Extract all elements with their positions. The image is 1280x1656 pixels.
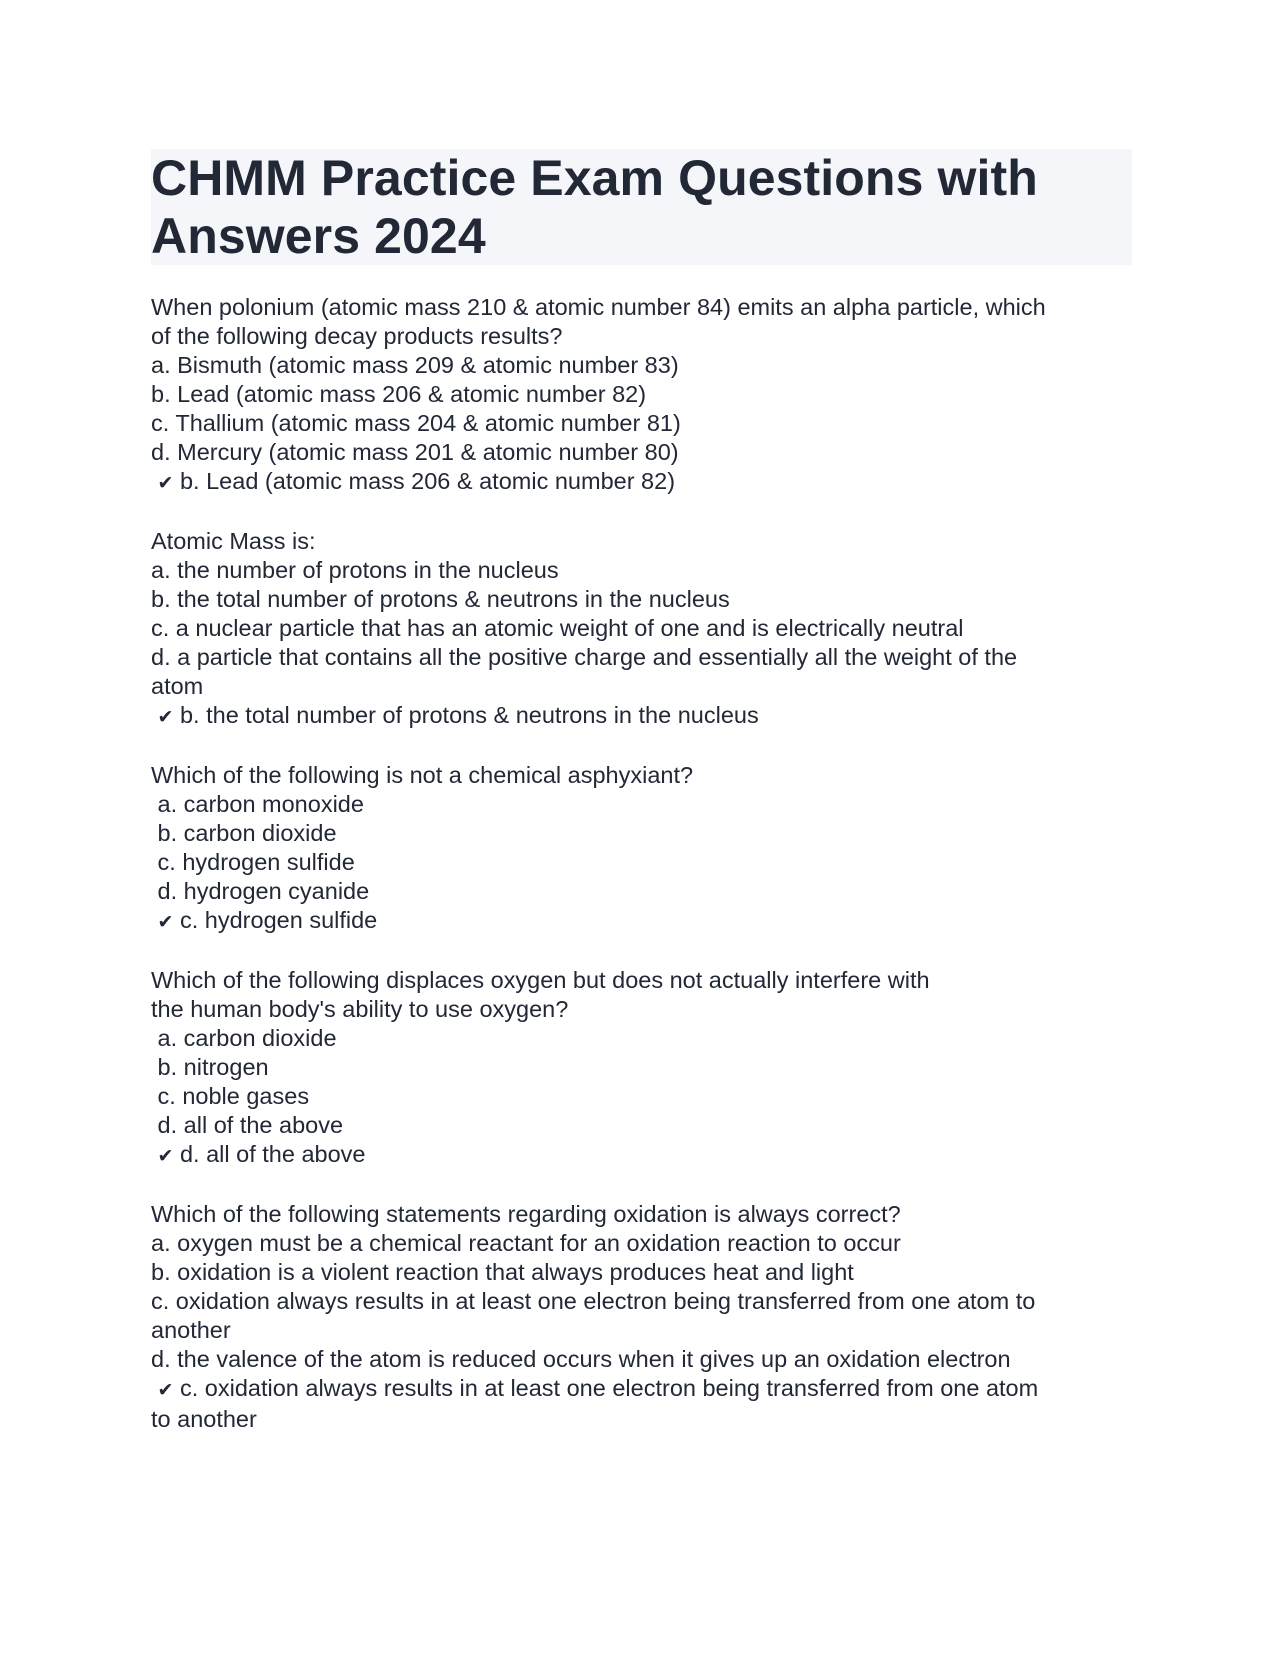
answer-text: c. oxidation always results in at least one electron being transferred from one atom bbox=[179, 1375, 1039, 1401]
title-block bbox=[151, 149, 1132, 265]
option-c: c. noble gases bbox=[151, 1083, 310, 1109]
option-a: a. oxygen must be a chemical reactant for an oxidation reaction to occur bbox=[151, 1230, 901, 1256]
option-d: d. the valence of the atom is reduced occurs when it gives up an oxidation electron bbox=[151, 1346, 1011, 1372]
title-line-1: CHMM Practice Exam Questions with bbox=[151, 150, 1038, 206]
answer-line bbox=[151, 1374, 1132, 1405]
option-b: b. the total number of protons & neutrons in the nucleus bbox=[151, 586, 730, 612]
option-c-continued: another bbox=[151, 1317, 231, 1343]
check-mark-icon: ✔ bbox=[157, 706, 174, 728]
answer-line bbox=[151, 1140, 1132, 1171]
option-a: a. carbon monoxide bbox=[151, 791, 364, 817]
option-c: c. Thallium (atomic mass 204 & atomic number 81) bbox=[151, 410, 681, 436]
question-text: Which of the following statements regarding oxidation is always correct? bbox=[151, 1201, 901, 1227]
option-a: a. Bismuth (atomic mass 209 & atomic number 83) bbox=[151, 352, 679, 378]
option-d: d. Mercury (atomic mass 201 & atomic number 80) bbox=[151, 439, 679, 465]
option-b: b. oxidation is a violent reaction that always produces heat and light bbox=[151, 1259, 854, 1285]
option-a: a. carbon dioxide bbox=[151, 1025, 337, 1051]
document-page bbox=[151, 149, 1132, 1463]
check-mark-icon: ✔ bbox=[157, 1379, 174, 1401]
answer-text-continued: to another bbox=[151, 1406, 257, 1432]
check-mark-icon: ✔ bbox=[157, 911, 174, 933]
question-block-3 bbox=[151, 761, 1132, 937]
answer-line bbox=[151, 906, 1132, 937]
option-d: d. hydrogen cyanide bbox=[151, 878, 370, 904]
question-text: Which of the following is not a chemical asphyxiant? bbox=[151, 762, 694, 788]
question-block-1 bbox=[151, 293, 1132, 498]
option-b: b. Lead (atomic mass 206 & atomic number 82) bbox=[151, 381, 647, 407]
question-text: Atomic Mass is: bbox=[151, 528, 316, 554]
option-c: c. a nuclear particle that has an atomic weight of one and is electrically neutral bbox=[151, 615, 964, 641]
option-c: c. hydrogen sulfide bbox=[151, 849, 355, 875]
option-d: d. all of the above bbox=[151, 1112, 344, 1138]
question-text: Which of the following displaces oxygen but does not actually interfere with bbox=[151, 967, 930, 993]
answer-text: c. hydrogen sulfide bbox=[179, 907, 378, 933]
question-text: of the following decay products results? bbox=[151, 323, 563, 349]
answer-text: d. all of the above bbox=[179, 1141, 366, 1167]
option-d-continued: atom bbox=[151, 673, 204, 699]
question-block-5 bbox=[151, 1200, 1132, 1434]
title-line-2: Answers 2024 bbox=[151, 208, 486, 264]
answer-line bbox=[151, 701, 1132, 732]
answer-line bbox=[151, 467, 1132, 498]
check-mark-icon: ✔ bbox=[157, 472, 174, 494]
option-d: d. a particle that contains all the positive charge and essentially all the weight of the bbox=[151, 644, 1018, 670]
check-mark-icon: ✔ bbox=[157, 1145, 174, 1167]
question-text: the human body's ability to use oxygen? bbox=[151, 996, 569, 1022]
answer-text: b. the total number of protons & neutrons in the nucleus bbox=[179, 702, 759, 728]
page-title bbox=[151, 149, 1132, 265]
option-b: b. carbon dioxide bbox=[151, 820, 337, 846]
option-c: c. oxidation always results in at least one electron being transferred from one atom to bbox=[151, 1288, 1036, 1314]
option-a: a. the number of protons in the nucleus bbox=[151, 557, 559, 583]
question-block-4 bbox=[151, 966, 1132, 1171]
answer-text: b. Lead (atomic mass 206 & atomic number 82) bbox=[179, 468, 676, 494]
question-block-2 bbox=[151, 527, 1132, 732]
option-b: b. nitrogen bbox=[151, 1054, 269, 1080]
question-text: When polonium (atomic mass 210 & atomic number 84) emits an alpha particle, which bbox=[151, 294, 1046, 320]
